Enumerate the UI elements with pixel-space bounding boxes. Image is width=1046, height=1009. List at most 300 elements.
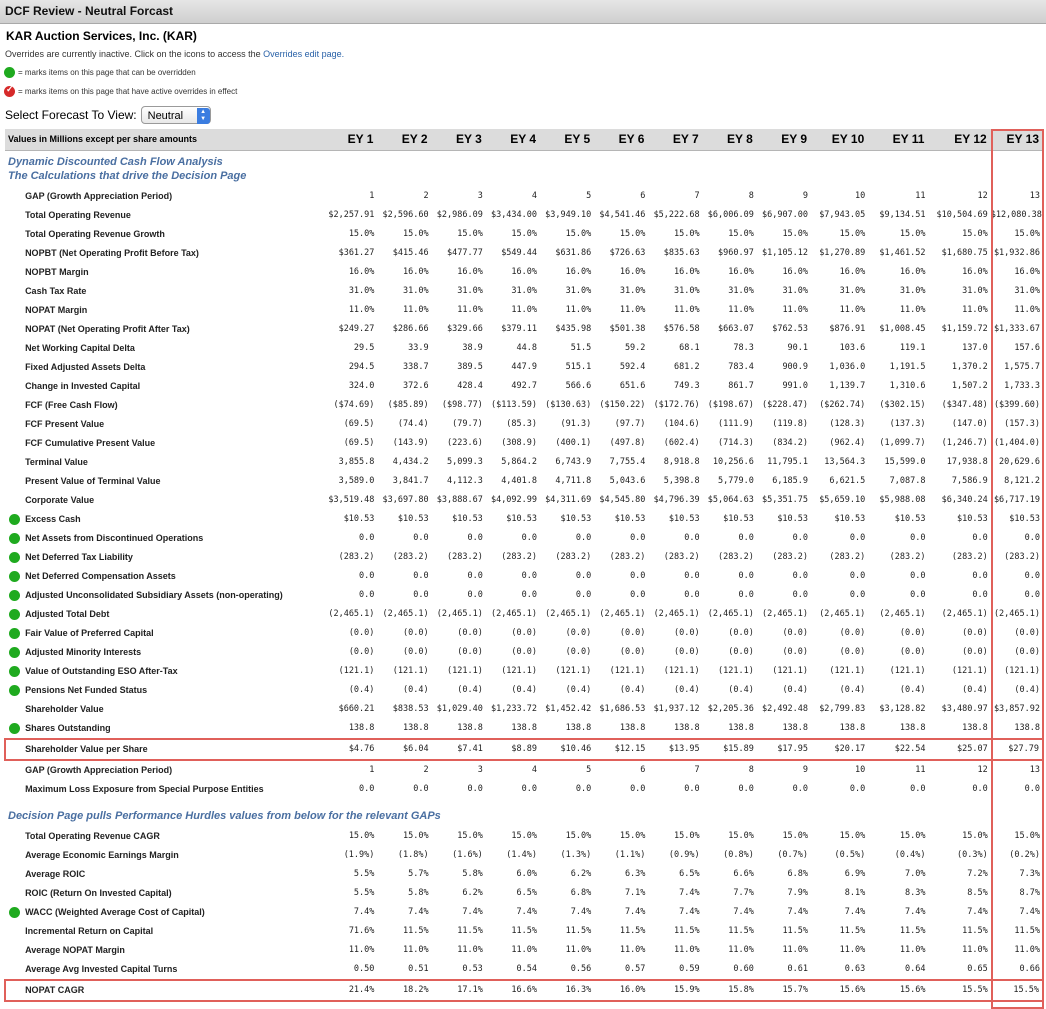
value-cell: (0.0) xyxy=(962,646,988,657)
value-cell: 0.0 xyxy=(1024,783,1040,794)
value-cell: 68.1 xyxy=(679,342,700,353)
value-cell: 11.0% xyxy=(899,944,926,955)
value-cell: 0.0 xyxy=(972,783,988,794)
override-dot-icon[interactable] xyxy=(9,666,20,677)
value-cell: (2,465.1) xyxy=(879,608,926,619)
value-cell: (0.4%) xyxy=(894,849,926,860)
value-cell: 11.5% xyxy=(839,925,866,936)
value-cell: 31.0% xyxy=(899,285,926,296)
value-cell: 8.1% xyxy=(844,887,866,898)
value-cell: 16.0% xyxy=(962,266,988,277)
value-cell: (308.9) xyxy=(501,437,538,448)
value-cell: 11.5% xyxy=(457,925,483,936)
override-cell xyxy=(5,187,23,206)
row-label: FCF Present Value xyxy=(25,418,105,429)
value-cell: 11.0% xyxy=(619,944,646,955)
value-cell: (1.9%) xyxy=(343,849,375,860)
table-row xyxy=(5,244,1043,263)
row-label: NOPBT (Net Operating Profit Before Tax) xyxy=(25,247,199,258)
value-cell: $4,545.80 xyxy=(599,494,646,505)
override-cell xyxy=(5,700,23,719)
value-cell: 11.0% xyxy=(674,304,700,315)
value-cell: 31.0% xyxy=(962,285,988,296)
value-cell: (0.4) xyxy=(674,684,700,695)
value-cell: $3,697.80 xyxy=(382,494,429,505)
override-dot-icon[interactable] xyxy=(9,514,20,525)
value-cell: 11.0% xyxy=(348,944,375,955)
value-cell: (0.5%) xyxy=(834,849,866,860)
value-cell: 7.4% xyxy=(967,906,988,917)
value-cell: 0.0 xyxy=(792,570,809,581)
value-cell: 59.2 xyxy=(624,342,646,353)
override-cell[interactable] xyxy=(5,624,23,643)
value-cell: (0.0) xyxy=(619,646,646,657)
override-cell xyxy=(5,225,23,244)
value-cell: 7.4% xyxy=(787,906,809,917)
value-cell: ($130.63) xyxy=(545,399,592,410)
forecast-select-label: Select Forecast To View: xyxy=(5,108,137,122)
column-header: EY 7 xyxy=(648,129,702,151)
value-cell: (0.0) xyxy=(674,646,700,657)
value-cell: 0.0 xyxy=(1024,570,1040,581)
value-cell: 31.0% xyxy=(674,285,700,296)
table-row xyxy=(5,206,1043,225)
value-cell: 0.0 xyxy=(792,589,809,600)
override-dot-icon[interactable] xyxy=(9,609,20,620)
value-cell: 11.0% xyxy=(674,944,700,955)
value-cell: (121.1) xyxy=(772,665,809,676)
table-row xyxy=(5,225,1043,244)
green-dot-icon xyxy=(4,67,15,78)
value-cell: $415.46 xyxy=(392,247,429,258)
override-dot-icon[interactable] xyxy=(9,907,20,918)
value-cell: (2,465.1) xyxy=(993,608,1040,619)
value-cell: 11.5% xyxy=(511,925,538,936)
value-cell: $10.53 xyxy=(506,513,538,524)
value-cell: 15.0% xyxy=(511,228,538,239)
value-cell: 7,755.4 xyxy=(609,456,646,467)
override-cell[interactable] xyxy=(5,662,23,681)
value-cell: 861.7 xyxy=(728,380,754,391)
value-cell: 15.0% xyxy=(962,830,988,841)
value-cell: 138.8 xyxy=(403,722,429,733)
value-cell: $8.89 xyxy=(486,739,540,760)
value-cell: (0.4) xyxy=(899,684,926,695)
row-label: Average Avg Invested Capital Turns xyxy=(25,963,178,974)
row-label: WACC (Weighted Average Cost of Capital) xyxy=(25,906,205,917)
value-cell: 16.0% xyxy=(511,266,538,277)
override-cell xyxy=(5,415,23,434)
value-cell: 16.0% xyxy=(403,266,429,277)
value-cell: 31.0% xyxy=(511,285,538,296)
highlighted-row xyxy=(5,980,1043,1001)
value-cell: (0.0) xyxy=(674,627,700,638)
table-row xyxy=(5,396,1043,415)
value-cell: 6 xyxy=(640,190,646,201)
value-cell: 138.8 xyxy=(565,722,592,733)
value-cell: 0.65 xyxy=(967,963,988,974)
value-cell: 15.0% xyxy=(348,830,375,841)
value-cell: 294.5 xyxy=(348,361,375,372)
table-header-row xyxy=(5,129,1043,151)
value-cell: (0.0) xyxy=(782,627,809,638)
table-row xyxy=(5,377,1043,396)
value-cell: 1,370.2 xyxy=(951,361,988,372)
value-cell: 0.54 xyxy=(516,963,538,974)
value-cell: 4 xyxy=(531,190,538,201)
value-cell: 15.0% xyxy=(674,228,700,239)
table-row xyxy=(5,472,1043,491)
value-cell: 0.0 xyxy=(1024,589,1040,600)
override-cell xyxy=(5,491,23,510)
value-cell: $22.54 xyxy=(868,739,928,760)
value-cell: 0.0 xyxy=(972,532,988,543)
value-cell: (400.1) xyxy=(555,437,592,448)
value-cell: 15.0% xyxy=(348,228,375,239)
value-cell: 11.5% xyxy=(782,925,809,936)
value-cell: ($113.59) xyxy=(490,399,538,410)
value-cell: (2,465.1) xyxy=(328,608,375,619)
value-cell: 138.8 xyxy=(899,722,926,733)
table-row xyxy=(5,434,1043,453)
value-cell: 103.6 xyxy=(839,342,866,353)
value-cell: (121.1) xyxy=(501,665,538,676)
value-cell: $1,233.72 xyxy=(490,703,538,714)
value-cell: 11 xyxy=(915,190,926,201)
override-dot-icon[interactable] xyxy=(9,590,20,601)
value-cell: (0.3%) xyxy=(956,849,988,860)
window-title: DCF Review - Neutral Forcast xyxy=(0,0,1046,24)
value-cell: 16.0% xyxy=(899,266,926,277)
override-dot-icon[interactable] xyxy=(9,571,20,582)
value-cell: 31.0% xyxy=(782,285,809,296)
override-cell[interactable] xyxy=(5,567,23,586)
override-cell xyxy=(5,320,23,339)
override-cell xyxy=(5,434,23,453)
value-cell: 0.0 xyxy=(792,783,809,794)
value-cell: (74.4) xyxy=(397,418,429,429)
override-cell xyxy=(5,301,23,320)
value-cell: 16.0% xyxy=(457,266,483,277)
value-cell: 16.0% xyxy=(565,266,592,277)
value-cell: 4,434.2 xyxy=(392,456,429,467)
value-cell: (283.2) xyxy=(663,551,700,562)
value-cell: 15.0% xyxy=(728,228,754,239)
value-cell: 7,586.9 xyxy=(951,475,988,486)
value-cell: 11.0% xyxy=(782,304,809,315)
value-cell: (2,465.1) xyxy=(707,608,754,619)
table-row xyxy=(5,681,1043,700)
value-cell: 5.5% xyxy=(353,868,375,879)
value-cell: (121.1) xyxy=(663,665,700,676)
value-cell: $5,222.68 xyxy=(653,209,700,220)
value-cell: $15.89 xyxy=(703,739,757,760)
row-label: Corporate Value xyxy=(25,494,95,505)
value-cell: 0.0 xyxy=(467,570,483,581)
value-cell: 7.9% xyxy=(787,887,809,898)
value-cell: 0.0 xyxy=(413,783,429,794)
value-cell: 11.0% xyxy=(565,944,592,955)
value-cell: (2,465.1) xyxy=(382,608,429,619)
override-cell xyxy=(5,865,23,884)
value-cell: 31.0% xyxy=(457,285,483,296)
value-cell: 7.4% xyxy=(679,887,700,898)
value-cell: 13 xyxy=(1029,764,1040,775)
value-cell: 0.0 xyxy=(467,532,483,543)
value-cell: (0.0) xyxy=(839,646,866,657)
value-cell: $286.66 xyxy=(392,323,429,334)
row-label: Adjusted Unconsolidated Subsidiary Assets (non-operating) xyxy=(25,589,283,600)
value-cell: 21.4% xyxy=(322,980,377,1001)
value-cell: $3,857.92 xyxy=(993,703,1040,714)
value-cell: 31.0% xyxy=(619,285,646,296)
value-cell: (0.8%) xyxy=(723,849,754,860)
row-label: Change in Invested Capital xyxy=(25,380,141,391)
value-cell: 10 xyxy=(855,190,866,201)
value-cell: $2,596.60 xyxy=(382,209,429,220)
value-cell: 78.3 xyxy=(733,342,754,353)
row-label: Net Working Capital Delta xyxy=(25,342,135,353)
override-cell[interactable] xyxy=(5,719,23,739)
value-cell: 651.6 xyxy=(619,380,646,391)
forecast-select-row xyxy=(5,106,211,124)
value-cell: 0.0 xyxy=(630,532,646,543)
value-cell: 0.0 xyxy=(910,532,926,543)
override-cell[interactable] xyxy=(5,903,23,922)
value-cell: (1.1%) xyxy=(614,849,646,860)
value-cell: 5.8% xyxy=(408,887,429,898)
value-cell: (0.4) xyxy=(348,684,375,695)
value-cell: $329.66 xyxy=(446,323,483,334)
value-cell: 6.8% xyxy=(787,868,809,879)
override-dot-icon[interactable] xyxy=(9,533,20,544)
table-row xyxy=(5,339,1043,358)
legend-red-text: = marks items on this page that have active overrides in effect xyxy=(18,87,238,96)
value-cell: 7.3% xyxy=(1019,868,1040,879)
value-cell: 11.0% xyxy=(728,304,754,315)
row-label: Fixed Adjusted Assets Delta xyxy=(25,361,146,372)
value-cell: 372.6 xyxy=(403,380,429,391)
value-cell: $6,907.00 xyxy=(761,209,809,220)
override-cell xyxy=(5,760,23,780)
value-cell: 138.8 xyxy=(962,722,988,733)
value-cell: 5,043.6 xyxy=(609,475,646,486)
value-cell: (714.3) xyxy=(718,437,754,448)
value-cell: 0.0 xyxy=(684,570,700,581)
value-cell: $10.53 xyxy=(723,513,754,524)
select-arrows-icon: ▲ ▼ xyxy=(197,108,210,124)
value-cell: $4,311.69 xyxy=(545,494,592,505)
value-cell: 3 xyxy=(477,764,483,775)
column-header: EY 10 xyxy=(811,129,868,151)
value-cell: 15.0% xyxy=(565,228,592,239)
value-cell: ($98.77) xyxy=(441,399,483,410)
value-cell: (0.4) xyxy=(403,684,429,695)
value-cell: $3,519.48 xyxy=(328,494,375,505)
override-dot-icon[interactable] xyxy=(9,723,20,734)
value-cell: 51.5 xyxy=(570,342,592,353)
section-title-hurdles: Decision Page pulls Performance Hurdles values from below for the relevant GAPs xyxy=(8,809,441,822)
value-cell: 0.0 xyxy=(849,570,866,581)
table-row xyxy=(5,827,1043,846)
value-cell: (0.0) xyxy=(899,646,926,657)
value-cell: $549.44 xyxy=(501,247,538,258)
value-cell: (0.0) xyxy=(457,627,483,638)
value-cell: 8 xyxy=(748,764,754,775)
value-cell: (283.2) xyxy=(338,551,375,562)
override-cell xyxy=(5,472,23,491)
value-cell: (147.0) xyxy=(951,418,988,429)
row-label: Present Value of Terminal Value xyxy=(25,475,161,486)
value-cell: 138.8 xyxy=(348,722,375,733)
value-cell: $3,128.82 xyxy=(879,703,926,714)
row-label: Pensions Net Funded Status xyxy=(25,684,148,695)
value-cell: (283.2) xyxy=(951,551,988,562)
column-header: EY 13 xyxy=(991,129,1043,151)
value-cell: 12 xyxy=(977,764,988,775)
value-cell: 0.64 xyxy=(904,963,926,974)
overrides-edit-link[interactable]: Overrides edit page. xyxy=(263,49,345,59)
value-cell: $435.98 xyxy=(555,323,592,334)
value-cell: 71.6% xyxy=(348,925,375,936)
table-row xyxy=(5,605,1043,624)
override-cell xyxy=(5,960,23,980)
row-label: Value of Outstanding ESO After-Tax xyxy=(25,665,178,676)
value-cell: 13,564.3 xyxy=(824,456,866,467)
value-cell: (2,465.1) xyxy=(761,608,809,619)
value-cell: (0.9%) xyxy=(668,849,700,860)
value-cell: 592.4 xyxy=(619,361,646,372)
value-cell: 0.0 xyxy=(521,783,538,794)
value-cell: 0.57 xyxy=(624,963,646,974)
value-cell: (0.4) xyxy=(782,684,809,695)
value-cell: 4,112.3 xyxy=(446,475,483,486)
row-label: Average Economic Earnings Margin xyxy=(25,849,179,860)
value-cell: $6.04 xyxy=(377,739,431,760)
value-cell: 16.0% xyxy=(782,266,809,277)
override-cell[interactable] xyxy=(5,643,23,662)
value-cell: 17.1% xyxy=(432,980,486,1001)
override-cell[interactable] xyxy=(5,529,23,548)
value-cell: (0.0) xyxy=(565,646,592,657)
value-cell: (0.2%) xyxy=(1009,849,1040,860)
value-cell: 389.5 xyxy=(457,361,483,372)
value-cell: ($150.22) xyxy=(599,399,646,410)
value-cell: (0.0) xyxy=(899,627,926,638)
value-cell: ($262.74) xyxy=(819,399,866,410)
value-cell: 15.0% xyxy=(674,830,700,841)
value-cell: (0.0) xyxy=(348,646,375,657)
value-cell: 15.0% xyxy=(619,228,646,239)
override-cell[interactable] xyxy=(5,681,23,700)
value-cell: 0.0 xyxy=(575,783,592,794)
forecast-select[interactable] xyxy=(141,106,211,124)
value-cell: 11,795.1 xyxy=(767,456,809,467)
value-cell: $5,988.08 xyxy=(879,494,926,505)
value-cell: $10.46 xyxy=(540,739,594,760)
value-cell: 9 xyxy=(802,190,809,201)
value-cell: $477.77 xyxy=(446,247,483,258)
table-row xyxy=(5,960,1043,980)
row-label: ROIC (Return On Invested Capital) xyxy=(25,887,172,898)
value-cell: $1,105.12 xyxy=(761,247,809,258)
column-header: EY 3 xyxy=(432,129,486,151)
table-row xyxy=(5,453,1043,472)
row-label: Maximum Loss Exposure from Special Purpose Entities xyxy=(25,783,264,794)
value-cell: 5.7% xyxy=(408,868,429,879)
value-cell: 11.0% xyxy=(511,304,538,315)
override-cell[interactable] xyxy=(5,548,23,567)
value-cell: 7.7% xyxy=(733,887,754,898)
value-cell: (283.2) xyxy=(555,551,592,562)
override-dot-icon[interactable] xyxy=(9,628,20,639)
row-label: NOPAT CAGR xyxy=(23,980,322,1001)
value-cell: 7.2% xyxy=(967,868,988,879)
value-cell: (79.7) xyxy=(452,418,483,429)
overrides-status-text: Overrides are currently inactive. Click on the icons to access the xyxy=(5,49,261,59)
value-cell: $3,434.00 xyxy=(490,209,538,220)
override-cell[interactable] xyxy=(5,586,23,605)
override-dot-icon[interactable] xyxy=(9,647,20,658)
row-label: Adjusted Total Debt xyxy=(25,608,110,619)
value-cell: 8.7% xyxy=(1019,887,1040,898)
value-cell: (121.1) xyxy=(889,665,926,676)
value-cell: $1,008.45 xyxy=(879,323,926,334)
value-cell: $2,205.36 xyxy=(707,703,754,714)
value-cell: 1,507.2 xyxy=(951,380,988,391)
value-cell: 0.0 xyxy=(910,570,926,581)
value-cell: 8 xyxy=(748,190,754,201)
value-cell: 31.0% xyxy=(403,285,429,296)
value-cell: 0.63 xyxy=(844,963,866,974)
value-cell: 11.5% xyxy=(565,925,592,936)
row-label: Shareholder Value per Share xyxy=(23,739,322,760)
value-cell: 6.3% xyxy=(624,868,646,879)
value-cell: 0.0 xyxy=(684,532,700,543)
override-cell[interactable] xyxy=(5,605,23,624)
value-cell: 15.0% xyxy=(899,830,926,841)
value-cell: 15.7% xyxy=(757,980,811,1001)
value-cell: 0.66 xyxy=(1019,963,1040,974)
value-cell: 15.0% xyxy=(839,228,866,239)
value-cell: 11.0% xyxy=(511,944,538,955)
value-cell: 6.8% xyxy=(570,887,592,898)
value-cell: $10.53 xyxy=(343,513,375,524)
value-cell: 31.0% xyxy=(348,285,375,296)
override-cell xyxy=(5,827,23,846)
value-cell: 15.0% xyxy=(782,228,809,239)
value-cell: 16.0% xyxy=(1014,266,1040,277)
value-cell: 137.0 xyxy=(962,342,988,353)
value-cell: 6.5% xyxy=(679,868,700,879)
override-cell[interactable] xyxy=(5,510,23,529)
value-cell: $7.41 xyxy=(432,739,486,760)
row-label: Total Operating Revenue CAGR xyxy=(25,830,160,841)
value-cell: $27.79 xyxy=(991,739,1043,760)
value-cell: (69.5) xyxy=(343,418,375,429)
value-cell: 0.0 xyxy=(413,589,429,600)
override-dot-icon[interactable] xyxy=(9,552,20,563)
value-cell: (121.1) xyxy=(829,665,866,676)
table-row xyxy=(5,491,1043,510)
value-cell: $4,092.99 xyxy=(490,494,538,505)
value-cell: 44.8 xyxy=(516,342,538,353)
override-dot-icon[interactable] xyxy=(9,685,20,696)
value-cell: $1,686.53 xyxy=(599,703,646,714)
value-cell: 1,733.3 xyxy=(1004,380,1040,391)
value-cell: (283.2) xyxy=(718,551,754,562)
value-cell: 0.0 xyxy=(630,570,646,581)
